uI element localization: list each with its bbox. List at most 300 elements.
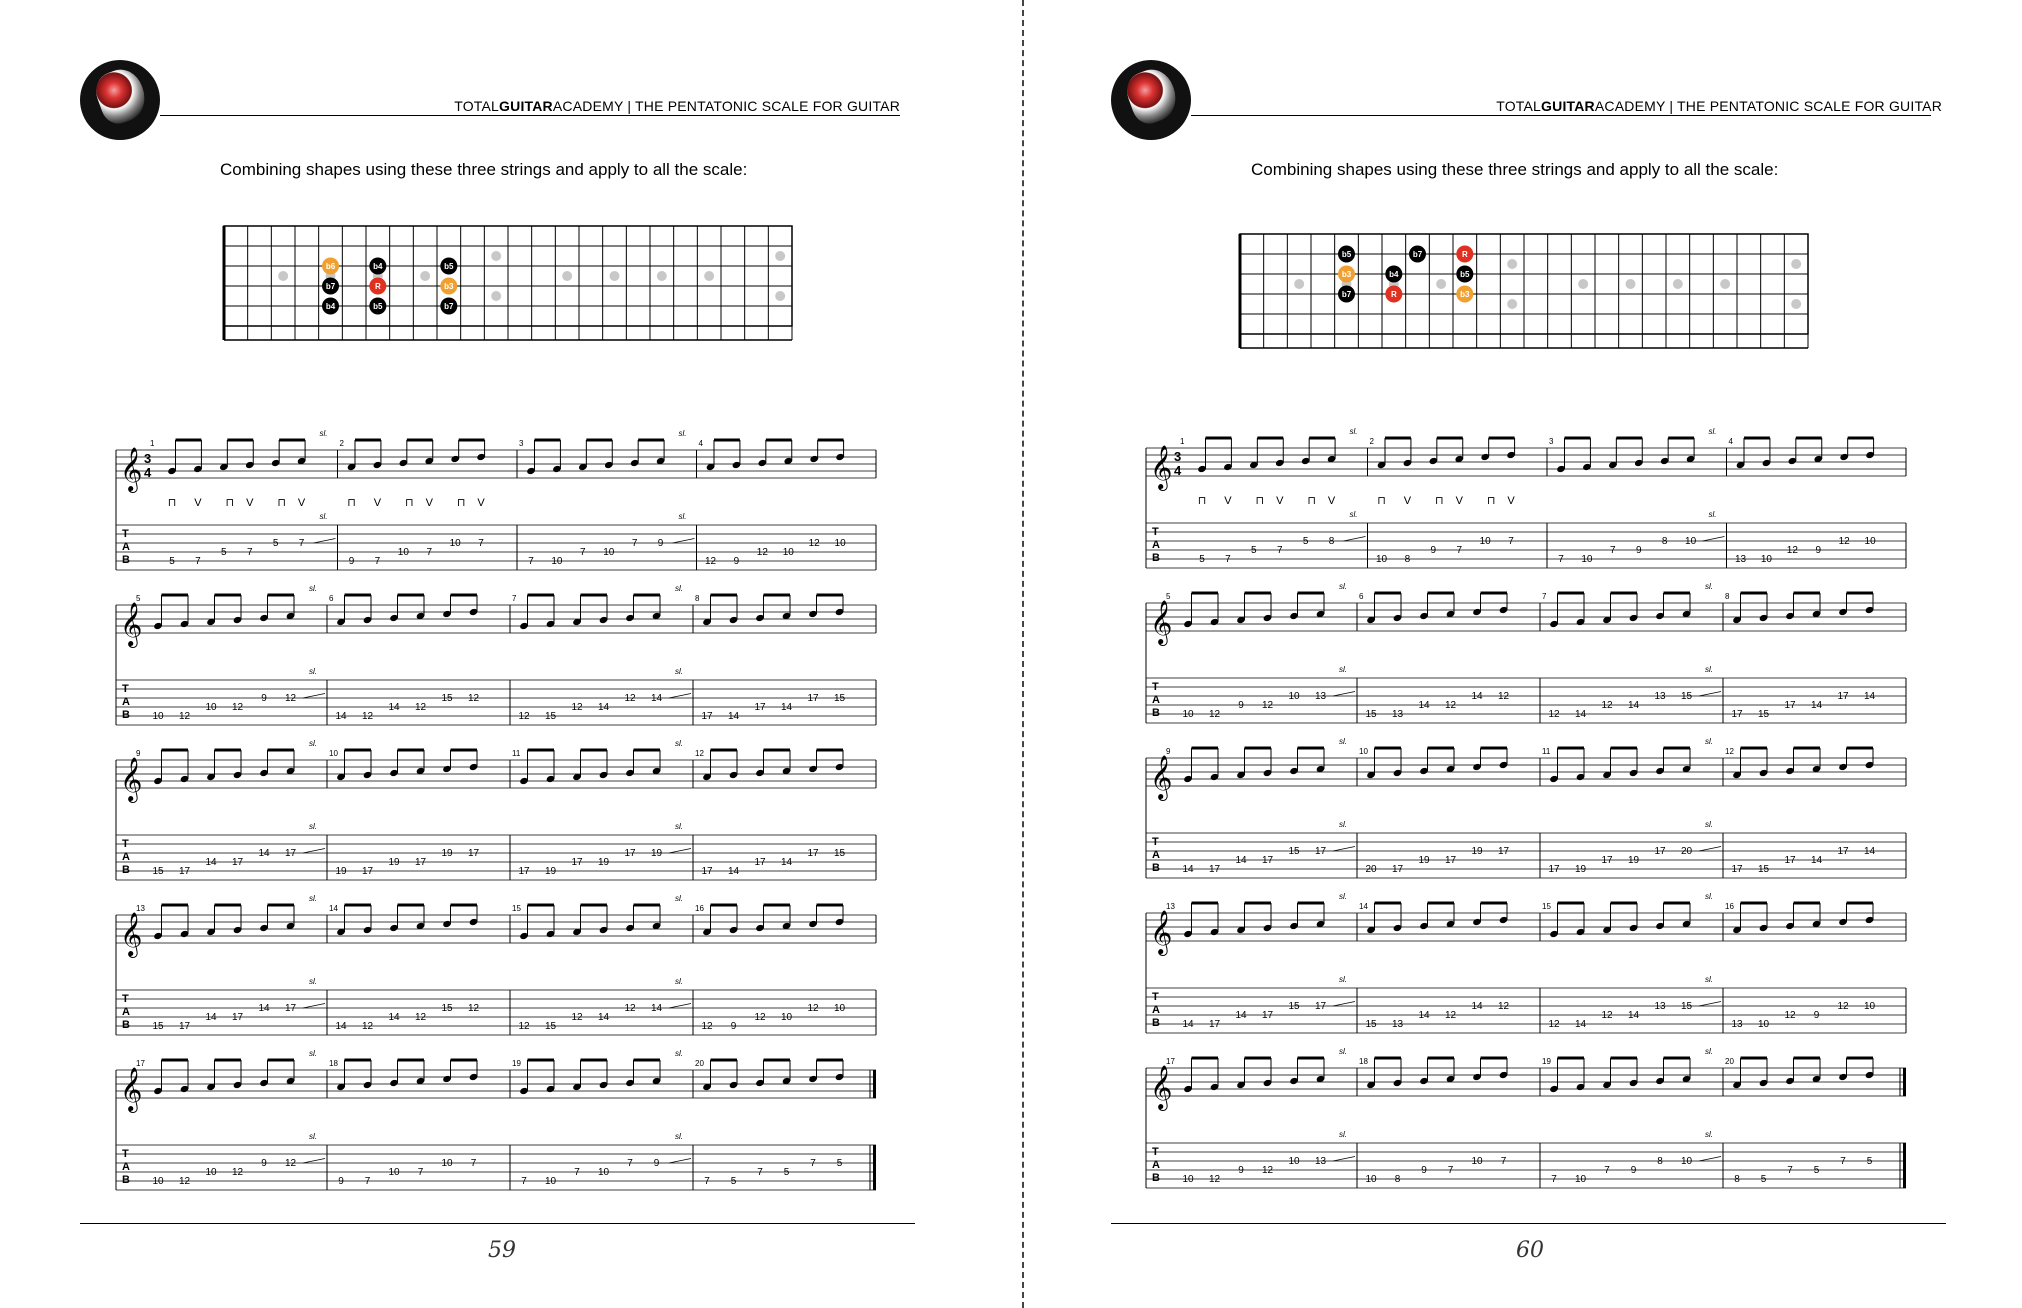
tab-number: 14 <box>1863 846 1876 857</box>
tab-number: 9 <box>261 693 267 704</box>
measure-number: 1 <box>150 439 155 448</box>
slide-line <box>1333 847 1355 852</box>
tab-number: 14 <box>1810 855 1823 866</box>
tab-number: 8 <box>1328 536 1335 547</box>
tab-clef-letter: A <box>122 696 130 708</box>
section-subtitle: Combining shapes using these three strings and apply to all the scale: <box>220 160 748 179</box>
slide-line <box>669 849 691 854</box>
tab-number: 5 <box>221 547 227 558</box>
tab-number: 15 <box>544 711 557 722</box>
tab-number: 12 <box>361 1021 374 1032</box>
academy-logo <box>80 60 160 140</box>
tab-number: 10 <box>1288 691 1300 702</box>
tab-number: 12 <box>467 1003 480 1014</box>
tab-number: 17 <box>1837 691 1849 702</box>
fret-inlay <box>420 271 430 281</box>
tab-number: 12 <box>361 711 374 722</box>
page-number: 60 <box>1516 1238 1544 1263</box>
scale-note-label: b4 <box>1389 270 1399 279</box>
tab-clef-letter: B <box>122 709 130 721</box>
slide-label: sl. <box>675 1132 683 1141</box>
measure-number: 2 <box>1369 437 1374 446</box>
tab-number: 15 <box>1680 691 1693 702</box>
pick-stroke: ⊓ <box>1307 495 1316 507</box>
book-title: THE PENTATONIC SCALE FOR GUITAR <box>635 98 900 114</box>
measure-number: 15 <box>512 904 521 913</box>
tab-number: 7 <box>1558 554 1564 565</box>
tab-number: 7 <box>580 547 586 558</box>
brand-academy: ACADEMY <box>1594 98 1666 114</box>
tab-number: 14 <box>1182 1019 1194 1030</box>
scale-note-label: b6 <box>325 262 336 271</box>
tab-number: 17 <box>1784 855 1796 866</box>
tab-number: 12 <box>1548 709 1560 720</box>
header-separator: | <box>623 98 636 114</box>
treble-clef: 𝄞 <box>1150 912 1173 954</box>
tab-clef-letter: B <box>122 1174 130 1186</box>
tab-number: 12 <box>1784 1010 1796 1021</box>
tab-number: 7 <box>478 538 484 549</box>
measure-number: 3 <box>1549 437 1554 446</box>
tab-number: 5 <box>1302 536 1309 547</box>
pick-stroke: ⊓ <box>1377 495 1386 507</box>
tab-number: 12 <box>467 693 480 704</box>
tab-number: 17 <box>1837 846 1849 857</box>
tab-number: 17 <box>361 866 374 877</box>
tab-number: 17 <box>807 848 819 859</box>
measure-number: 5 <box>136 594 141 603</box>
brand-total: TOTAL <box>454 98 500 114</box>
tab-number: 20 <box>1680 846 1693 857</box>
tab-number: 14 <box>597 702 610 713</box>
footer-rule <box>80 1223 915 1224</box>
tab-number: 5 <box>836 1158 843 1169</box>
guitar-icon <box>90 64 151 129</box>
tab-clef-letter: B <box>1152 707 1160 719</box>
tab-clef-letter: A <box>1152 539 1160 551</box>
scale-note-label: b5 <box>444 262 454 271</box>
slide-label: sl. <box>1349 510 1358 519</box>
tab-number: 13 <box>1391 709 1404 720</box>
scale-note-label: R <box>374 282 381 291</box>
tab-number: 13 <box>1731 1019 1743 1030</box>
tab-number: 12 <box>414 1012 427 1023</box>
tab-number: 14 <box>780 702 793 713</box>
pick-stroke: V <box>1507 495 1515 507</box>
tab-number: 10 <box>388 1167 400 1178</box>
tab-clef-letter: B <box>1152 1017 1160 1029</box>
pick-stroke: V <box>246 497 254 509</box>
tab-number: 19 <box>388 857 400 868</box>
tab-clef-letter: T <box>1152 836 1159 848</box>
tab-number: 10 <box>441 1158 453 1169</box>
tab-number: 12 <box>231 1167 244 1178</box>
tab-number: 15 <box>441 1003 453 1014</box>
tab-number: 17 <box>1314 1001 1327 1012</box>
tab-number: 12 <box>571 702 583 713</box>
tab-number: 9 <box>1635 545 1642 556</box>
tab-number: 9 <box>657 538 664 549</box>
fretboard-diagram <box>224 222 792 346</box>
fret-inlay <box>1626 279 1636 289</box>
slide-line <box>1333 692 1355 697</box>
tab-number: 14 <box>1627 700 1640 711</box>
tab-number: 10 <box>205 1167 217 1178</box>
slide-label: sl. <box>1708 510 1717 519</box>
tab-number: 17 <box>178 866 191 877</box>
treble-clef: 𝄞 <box>120 604 143 646</box>
measure-number: 17 <box>136 1059 145 1068</box>
slide-label: sl. <box>675 977 683 986</box>
tab-number: 17 <box>1731 864 1743 875</box>
measure-number: 16 <box>695 904 704 913</box>
tab-clef-letter: A <box>122 1161 130 1173</box>
tab-number: 12 <box>178 711 191 722</box>
fret-inlay <box>1507 259 1517 269</box>
tab-number: 5 <box>1866 1156 1873 1167</box>
brand-academy: ACADEMY <box>552 98 624 114</box>
tab-number: 10 <box>780 1012 793 1023</box>
slide-line <box>303 1004 325 1009</box>
pick-stroke: V <box>425 497 433 509</box>
scale-note-label: b5 <box>373 302 383 311</box>
tab-number: 7 <box>374 556 381 567</box>
footer-rule <box>1111 1223 1946 1224</box>
scale-note-label: R <box>1461 250 1468 259</box>
measure-number: 9 <box>136 749 141 758</box>
slide-label: sl. <box>1705 665 1713 674</box>
tab-number: 10 <box>1757 1019 1770 1030</box>
tab-number: 14 <box>205 857 217 868</box>
tab-number: 8 <box>1734 1174 1740 1185</box>
slide-line <box>669 1004 691 1009</box>
running-header <box>454 98 900 114</box>
treble-clef: 𝄞 <box>120 449 143 491</box>
measure-number: 18 <box>1359 1057 1368 1066</box>
tab-number: 10 <box>551 556 563 567</box>
tab-number: 12 <box>571 1012 583 1023</box>
fret-inlay <box>278 271 288 281</box>
slide-line <box>303 694 325 699</box>
tab-number: 10 <box>397 547 409 558</box>
measure-number: 4 <box>698 439 703 448</box>
tab-clef-letter: B <box>122 1019 130 1031</box>
tab-number: 15 <box>833 693 846 704</box>
measure-number: 10 <box>1359 747 1368 756</box>
scale-note-label: b7 <box>444 302 454 311</box>
pick-stroke: ⊓ <box>1435 495 1444 507</box>
scale-note-label: b4 <box>325 302 336 311</box>
tab-number: 12 <box>1838 536 1850 547</box>
tab-number: 9 <box>1421 1165 1427 1176</box>
tab-number: 19 <box>544 866 557 877</box>
tab-number: 17 <box>754 702 766 713</box>
tab-number: 7 <box>417 1167 424 1178</box>
slide-label: sl. <box>1339 820 1347 829</box>
tab-number: 17 <box>1261 1010 1274 1021</box>
slide-label: sl. <box>1705 1130 1713 1139</box>
header-rule <box>160 115 900 116</box>
tab-number: 19 <box>1471 846 1483 857</box>
slide-line <box>303 849 325 854</box>
scale-note-label: b4 <box>373 262 383 271</box>
tab-number: 14 <box>335 1021 347 1032</box>
tab-number: 17 <box>518 866 530 877</box>
fret-inlay <box>1294 279 1304 289</box>
slide-label: sl. <box>309 667 317 676</box>
tab-number: 17 <box>701 866 713 877</box>
tab-number: 7 <box>1840 1156 1846 1167</box>
tab-clef-letter: T <box>122 1148 129 1160</box>
tab-number: 7 <box>521 1176 527 1187</box>
slide-line <box>1699 1002 1721 1007</box>
fret-inlay <box>704 271 714 281</box>
tab-number: 7 <box>1610 545 1616 556</box>
tab-number: 10 <box>152 1176 164 1187</box>
tab-number: 8 <box>1404 554 1411 565</box>
running-header <box>1496 98 1942 114</box>
tab-number: 10 <box>1863 1001 1876 1012</box>
slide-label: sl. <box>309 822 317 831</box>
slide-label: sl. <box>309 894 317 903</box>
tab-number: 17 <box>807 693 819 704</box>
tab-number: 14 <box>1418 1010 1430 1021</box>
tab-number: 12 <box>518 711 530 722</box>
tab-number: 17 <box>1497 846 1510 857</box>
treble-clef: 𝄞 <box>1150 447 1173 489</box>
tab-number: 14 <box>1235 1010 1247 1021</box>
measure-number: 20 <box>1725 1057 1734 1066</box>
fret-inlay <box>657 271 667 281</box>
slide-label: sl. <box>309 977 317 986</box>
pick-stroke: V <box>1403 495 1412 507</box>
tab-number: 13 <box>1391 1019 1404 1030</box>
tab-number: 9 <box>653 1158 660 1169</box>
tab-number: 15 <box>1288 846 1300 857</box>
tab-number: 10 <box>1365 1174 1377 1185</box>
tab-clef-letter: T <box>1152 681 1159 693</box>
tab-number: 7 <box>1500 1156 1507 1167</box>
pick-stroke: ⊓ <box>167 497 177 509</box>
tab-clef-letter: B <box>122 554 130 566</box>
brand-guitar: GUITAR <box>1541 98 1595 114</box>
tab-number: 12 <box>1444 700 1457 711</box>
tab-number: 7 <box>470 1158 477 1169</box>
measure-number: 9 <box>1166 747 1171 756</box>
pick-stroke: V <box>1455 495 1463 507</box>
scale-note-label: b5 <box>1460 270 1470 279</box>
pick-stroke: V <box>194 497 202 509</box>
tab-number: 13 <box>1654 1001 1666 1012</box>
slide-label: sl. <box>1705 820 1713 829</box>
measure-number: 7 <box>1542 592 1547 601</box>
pick-stroke: ⊓ <box>1255 495 1265 507</box>
tab-number: 19 <box>1418 855 1430 866</box>
tab-number: 15 <box>1288 1001 1300 1012</box>
pick-stroke: ⊓ <box>405 497 414 509</box>
tab-number: 17 <box>1784 700 1796 711</box>
tab-number: 7 <box>364 1176 371 1187</box>
scale-note-label: R <box>1390 290 1397 299</box>
tab-number: 12 <box>1261 1165 1274 1176</box>
tab-number: 9 <box>1238 700 1244 711</box>
slide-label: sl. <box>309 584 317 593</box>
tab-clef-letter: B <box>1152 862 1160 874</box>
slide-line <box>669 694 691 699</box>
slide-label: sl. <box>1705 582 1713 591</box>
tab-number: 9 <box>1630 1165 1637 1176</box>
tab-number: 19 <box>441 848 453 859</box>
tab-number: 12 <box>284 1158 297 1169</box>
slide-label: sl. <box>1339 737 1347 746</box>
treble-clef: 𝄞 <box>1150 757 1173 799</box>
slide-label: sl. <box>1339 582 1347 591</box>
tab-number: 10 <box>544 1176 557 1187</box>
tab-number: 17 <box>571 857 583 868</box>
time-signature-top: 3 <box>1174 449 1182 464</box>
tab-number: 5 <box>1760 1174 1767 1185</box>
scale-note-label: b3 <box>1460 290 1470 299</box>
slide-label: sl. <box>1339 975 1347 984</box>
measure-number: 19 <box>512 1059 521 1068</box>
tab-number: 14 <box>258 1003 270 1014</box>
pick-stroke: V <box>1327 495 1336 507</box>
tab-number: 12 <box>284 693 297 704</box>
tab-number: 12 <box>704 556 717 567</box>
tab-number: 15 <box>1365 1019 1377 1030</box>
fret-inlay <box>562 271 572 281</box>
tab-number: 17 <box>624 848 636 859</box>
tab-number: 20 <box>1365 864 1377 875</box>
tab-number: 13 <box>1654 691 1666 702</box>
tab-number: 15 <box>441 693 453 704</box>
tab-number: 10 <box>1182 1174 1194 1185</box>
tab-number: 14 <box>388 1012 400 1023</box>
tab-number: 7 <box>1787 1165 1793 1176</box>
measure-number: 10 <box>329 749 338 758</box>
tab-number: 12 <box>178 1176 191 1187</box>
tab-number: 10 <box>1574 1174 1587 1185</box>
measure-number: 18 <box>329 1059 338 1068</box>
slide-label: sl. <box>309 1049 317 1058</box>
tab-clef-letter: B <box>1152 552 1160 564</box>
measure-number: 19 <box>1542 1057 1551 1066</box>
tab-number: 7 <box>1225 554 1231 565</box>
tab-number: 14 <box>1182 864 1194 875</box>
tab-number: 14 <box>205 1012 217 1023</box>
tab-number: 19 <box>1574 864 1587 875</box>
fret-inlay <box>1436 279 1446 289</box>
tab-number: 17 <box>284 1003 297 1014</box>
measure-number: 14 <box>1359 902 1368 911</box>
tab-number: 10 <box>782 547 794 558</box>
slide-label: sl. <box>1705 1047 1713 1056</box>
tab-number: 10 <box>1864 536 1876 547</box>
slide-line <box>1699 847 1721 852</box>
tab-number: 5 <box>1251 545 1257 556</box>
slide-label: sl. <box>1339 1047 1347 1056</box>
tab-number: 17 <box>231 1012 244 1023</box>
tab-number: 7 <box>298 538 305 549</box>
pick-stroke: V <box>297 497 306 509</box>
tab-number: 10 <box>597 1167 610 1178</box>
measure-number: 8 <box>1725 592 1730 601</box>
time-signature-bottom: 4 <box>1174 463 1182 478</box>
measure-number: 20 <box>695 1059 704 1068</box>
measure-number: 5 <box>1166 592 1171 601</box>
measure-number: 16 <box>1725 902 1734 911</box>
tab-number: 14 <box>1863 691 1876 702</box>
time-signature-top: 3 <box>144 451 152 466</box>
tab-number: 17 <box>1314 846 1327 857</box>
slide-label: sl. <box>1705 737 1713 746</box>
tab-number: 9 <box>733 556 740 567</box>
tab-number: 12 <box>1601 700 1613 711</box>
tab-clef-letter: B <box>122 864 130 876</box>
tab-number: 14 <box>335 711 347 722</box>
slide-label: sl. <box>1339 665 1347 674</box>
measure-number: 13 <box>1166 902 1175 911</box>
tab-number: 12 <box>756 547 768 558</box>
tab-number: 13 <box>1314 1156 1327 1167</box>
tab-number: 15 <box>1757 864 1770 875</box>
slide-label: sl. <box>1705 975 1713 984</box>
tab-number: 7 <box>1551 1174 1557 1185</box>
tab-number: 17 <box>1548 864 1560 875</box>
scale-note-label: b3 <box>444 282 454 291</box>
tab-number: 10 <box>834 538 846 549</box>
tab-number: 14 <box>1810 700 1823 711</box>
scale-note-label: b7 <box>1412 250 1423 259</box>
treble-clef: 𝄞 <box>120 759 143 801</box>
fret-inlay <box>491 251 501 261</box>
slide-label: sl. <box>675 667 683 676</box>
tab-clef-letter: A <box>122 851 130 863</box>
pick-stroke: ⊓ <box>456 497 466 509</box>
tab-number: 17 <box>467 848 480 859</box>
slide-line <box>1699 1157 1721 1162</box>
fret-inlay <box>1673 279 1683 289</box>
tab-number: 10 <box>1680 1156 1693 1167</box>
tab-number: 19 <box>335 866 347 877</box>
treble-clef: 𝄞 <box>1150 1067 1173 1109</box>
tab-number: 15 <box>1365 709 1377 720</box>
tab-number: 9 <box>730 1021 737 1032</box>
tab-number: 17 <box>701 711 713 722</box>
tab-number: 12 <box>624 1003 636 1014</box>
tab-number: 10 <box>1288 1156 1300 1167</box>
slide-line <box>673 539 695 544</box>
tab-number: 14 <box>727 711 740 722</box>
tab-number: 14 <box>1627 1010 1640 1021</box>
slide-label: sl. <box>1339 1130 1347 1139</box>
tab-number: 14 <box>258 848 270 859</box>
tab-number: 12 <box>1208 1174 1221 1185</box>
slide-label: sl. <box>319 429 328 438</box>
pick-stroke: ⊓ <box>347 497 356 509</box>
tab-number: 7 <box>627 1158 633 1169</box>
tab-number: 10 <box>449 538 461 549</box>
fretboard-diagram <box>1240 230 1808 354</box>
tab-number: 7 <box>195 556 201 567</box>
brand-guitar: GUITAR <box>499 98 553 114</box>
tab-number: 7 <box>704 1176 710 1187</box>
pick-stroke: ⊓ <box>1486 495 1496 507</box>
tab-number: 5 <box>1199 554 1205 565</box>
tab-number: 7 <box>426 547 433 558</box>
measure-number: 7 <box>512 594 517 603</box>
measure-number: 11 <box>1542 747 1551 756</box>
